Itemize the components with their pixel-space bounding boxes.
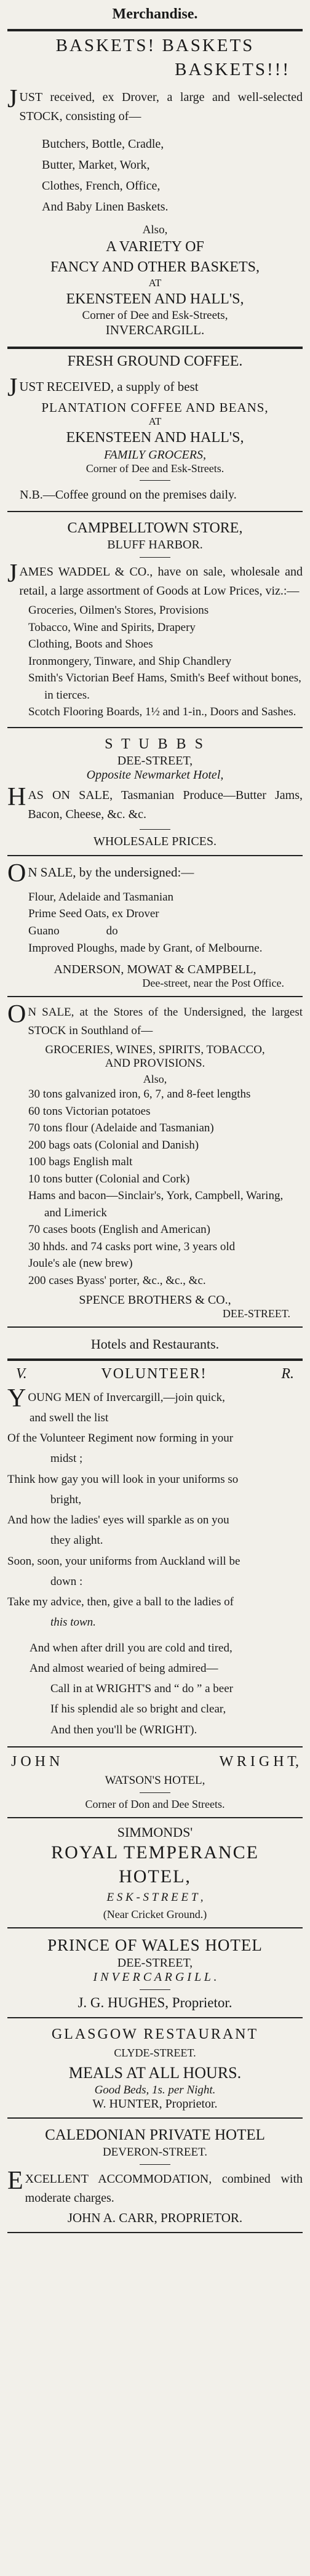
simmonds-near: (Near Cricket Ground.): [103, 1908, 207, 1920]
volunteer-title: VOLUNTEER!: [101, 1365, 207, 1382]
ad-prince: [7, 1935, 303, 2011]
list-item: Groceries, Oilmen's Stores, Provisions: [28, 604, 209, 617]
wright-address: Corner of Don and Dee Streets.: [85, 1797, 225, 1810]
list-item: Butter, Market, Work,: [42, 158, 150, 172]
list-item: Tobacco, Wine and Spirits, Drapery: [28, 620, 196, 634]
list-item: Hams and bacon—Sinclair's, York, Campbell, Waring, and Limerick: [28, 1189, 284, 1219]
ad-caledonian: [7, 2125, 303, 2226]
stubbs-text: HAS ON SALE, Tasmanian Produce—Butter Jams, Bacon, Cheese, &c. &c.: [7, 783, 303, 822]
divider: [7, 511, 303, 512]
onsale2-firm: SPENCE BROTHERS & CO.,: [79, 1293, 231, 1307]
campbelltown-title: CAMPBELLTOWN STORE,: [67, 520, 243, 536]
stubbs-street: DEE-STREET,: [117, 754, 193, 768]
coffee-firm: EKENSTEEN AND HALL'S,: [66, 430, 244, 446]
simmonds-name: SIMMONDS': [117, 1824, 193, 1840]
list-item: Joule's ale (new brew): [28, 1257, 133, 1270]
coffee-nb: N.B.—Coffee ground on the premises daily.: [20, 488, 237, 502]
divider: [7, 2232, 303, 2233]
simmonds-line-1: ROYAL TEMPERANCE: [51, 1842, 259, 1863]
list-item: 10 tons butter (Colonial and Cork): [28, 1172, 190, 1186]
stubbs-title: S T U B B S: [105, 736, 205, 752]
baskets-variety-1: A VARIETY OF: [106, 239, 204, 255]
verse-line: And then you'll be (WRIGHT).: [50, 1723, 197, 1736]
campbelltown-intro: JAMES WADDEL & CO., have on sale, wholesale and retail, a large assortment of Goods at Low Prices, viz.:—: [7, 560, 303, 598]
divider: [7, 347, 303, 349]
onsale2-intro: ON SALE, at the Stores of the Undersigned, the largest STOCK in Southland of—: [7, 1000, 303, 1037]
ad-stubbs: [7, 734, 303, 849]
list-item: Flour, Adelaide and Tasmanian: [28, 890, 174, 904]
divider: [7, 2017, 303, 2018]
section-heading-merchandise: Merchandise.: [112, 6, 198, 22]
coffee-line-2: PLANTATION COFFEE AND BEANS,: [41, 400, 269, 415]
list-item: 30 tons galvanized iron, 6, 7, and 8-feet lengths: [28, 1088, 251, 1101]
verse-line: down :: [50, 1575, 83, 1588]
divider: [7, 2117, 303, 2119]
baskets-firm: EKENSTEEN AND HALL'S,: [66, 291, 244, 308]
divider: [7, 1746, 303, 1747]
onsale2-also: Also,: [143, 1073, 167, 1085]
glasgow-street: CLYDE-STREET.: [114, 2047, 196, 2060]
volunteer-right: R.: [281, 1365, 294, 1382]
coffee-at: AT: [148, 415, 162, 428]
divider: [140, 480, 170, 481]
verse-line: If his splendid ale so bright and clear,: [50, 1703, 226, 1716]
verse-line: and swell the list: [30, 1411, 109, 1424]
glasgow-meals: MEALS AT ALL HOURS.: [68, 2064, 242, 2082]
verse-line: Take my advice, then, give a ball to the ladies of: [7, 1595, 234, 1609]
list-item: Smith's Victorian Beef Hams, Smith's Beef without bones, in tierces.: [28, 672, 301, 702]
glasgow-owner: W. HUNTER, Proprietor.: [92, 2097, 218, 2111]
volunteer-left: V.: [16, 1365, 27, 1382]
wright-hotel: WATSON'S HOTEL,: [105, 1773, 205, 1787]
list-item: Guano do: [28, 925, 118, 938]
onsale1-address: Dee-street, near the Post Office.: [142, 977, 284, 990]
baskets-also: Also,: [142, 223, 168, 237]
ad-coffee: [7, 351, 303, 504]
baskets-at: AT: [148, 277, 162, 289]
ad-wright: [7, 1754, 303, 1811]
list-item: Butchers, Bottle, Cradle,: [42, 137, 164, 151]
onsale2-headline-1: GROCERIES, WINES, SPIRITS, TOBACCO,: [45, 1043, 265, 1056]
coffee-address: Corner of Dee and Esk-Streets.: [85, 462, 225, 475]
verse-line: Call in at WRIGHT'S and “ do ” a beer: [50, 1682, 233, 1696]
list-item: 200 cases Byass' porter, &c., &c., &c.: [28, 1274, 206, 1288]
divider: [7, 855, 303, 856]
prince-street: DEE-STREET,: [117, 1956, 193, 1970]
baskets-intro: JUST received, ex Drover, a large and well-selected STOCK, consisting of—: [7, 85, 303, 124]
list-item: Ironmongery, Tinware, and Ship Chandlery: [28, 654, 232, 668]
divider: [7, 1326, 303, 1328]
simmonds-line-2: HOTEL,: [119, 1866, 191, 1887]
verse-line: this town.: [50, 1616, 96, 1629]
wright-title-2: W R I G H T,: [219, 1753, 299, 1770]
baskets-variety-2: FANCY AND OTHER BASKETS,: [50, 259, 260, 275]
baskets-town: INVERCARGILL.: [105, 323, 205, 338]
baskets-title-1: BASKETS! BASKETS: [55, 36, 255, 55]
glasgow-title: GLASGOW RESTAURANT: [51, 2026, 259, 2042]
verse-line: Of the Volunteer Regiment now forming in your: [7, 1432, 234, 1445]
list-item: Scotch Flooring Boards, 1½ and 1-in., Doors and Sashes.: [28, 705, 296, 719]
ad-glasgow: [7, 2024, 303, 2111]
stubbs-opposite: Opposite Newmarket Hotel,: [86, 768, 224, 782]
wright-title-1: J O H N: [11, 1753, 60, 1770]
coffee-title: FRESH GROUND COFFEE.: [67, 353, 243, 370]
campbelltown-subtitle: BLUFF HARBOR.: [107, 538, 203, 552]
section-heading-hotels: Hotels and Restaurants.: [90, 1336, 220, 1352]
divider: [140, 1989, 170, 1990]
ad-simmonds: [7, 1824, 303, 1921]
stubbs-footer: WHOLESALE PRICES.: [93, 835, 217, 849]
divider: [7, 727, 303, 728]
divider: [140, 2164, 170, 2165]
onsale1-intro: ON SALE, by the undersigned:—: [7, 859, 194, 888]
ad-campbelltown: [7, 518, 303, 721]
divider: [7, 1358, 303, 1361]
verse-line: And almost wearied of being admired—: [30, 1661, 218, 1675]
glasgow-beds: Good Beds, 1s. per Night.: [94, 2084, 216, 2097]
caledonian-street: DEVERON-STREET.: [102, 2146, 208, 2159]
list-item: Clothing, Boots and Shoes: [28, 638, 153, 651]
list-item: Clothes, French, Office,: [42, 179, 161, 193]
divider: [140, 557, 170, 558]
simmonds-street: E S K - S T R E E T ,: [106, 1890, 204, 1904]
list-item: 100 bags English malt: [28, 1155, 133, 1169]
verse-line: midst ;: [50, 1452, 83, 1466]
list-item: Improved Ploughs, made by Grant, of Melbourne.: [28, 941, 263, 955]
ad-spence: [7, 1000, 303, 1320]
divider: [140, 1792, 170, 1793]
list-item: Prime Seed Oats, ex Drover: [28, 907, 159, 921]
divider: [140, 829, 170, 830]
list-item: 60 tons Victorian potatoes: [28, 1104, 151, 1118]
list-item: 30 hhds. and 74 casks port wine, 3 years old: [28, 1240, 236, 1253]
verse-line: YOUNG MEN of Invercargill,—join quick,: [7, 1384, 225, 1413]
list-item: And Baby Linen Baskets.: [42, 200, 169, 214]
divider: [7, 1927, 303, 1928]
verse-line: And how the ladies' eyes will sparkle as on you: [7, 1514, 229, 1527]
divider: [7, 996, 303, 997]
baskets-title-2: BASKETS!!!: [175, 60, 290, 80]
list-item: 70 tons flour (Adelaide and Tasmanian): [28, 1121, 214, 1135]
onsale1-firm: ANDERSON, MOWAT & CAMPBELL,: [54, 963, 256, 977]
coffee-grocers: FAMILY GROCERS,: [104, 447, 206, 462]
verse-line: they alight.: [50, 1534, 103, 1547]
prince-owner: J. G. HUGHES, Proprietor.: [78, 1994, 232, 2010]
onsale2-street: DEE-STREET.: [222, 1307, 290, 1320]
onsale2-headline-2: AND PROVISIONS.: [105, 1057, 205, 1070]
prince-title: PRINCE OF WALES HOTEL: [47, 1935, 263, 1954]
caledonian-title: CALEDONIAN PRIVATE HOTEL: [45, 2127, 265, 2144]
divider: [7, 29, 303, 31]
list-item: 70 cases boots (English and American): [28, 1223, 211, 1237]
verse-line: Think how gay you will look in your uniforms so: [7, 1472, 239, 1486]
divider: [7, 1817, 303, 1818]
prince-town: I N V E R C A R G I L L .: [93, 1970, 217, 1984]
ad-anderson: [7, 859, 303, 990]
ad-volunteer: [7, 1363, 303, 1740]
caledonian-text: EXCELLENT ACCOMMODATION, combined with moderate charges.: [7, 2167, 303, 2205]
ad-baskets: [7, 34, 303, 338]
verse-line: And when after drill you are cold and tired,: [30, 1641, 232, 1655]
caledonian-owner: JOHN A. CARR, PROPRIETOR.: [67, 2210, 243, 2226]
verse-line: bright,: [50, 1493, 82, 1506]
verse-line: Soon, soon, your uniforms from Auckland will be: [7, 1554, 240, 1568]
list-item: 200 bags oats (Colonial and Danish): [28, 1138, 199, 1152]
baskets-address: Corner of Dee and Esk-Streets,: [82, 309, 228, 323]
coffee-intro: JUST RECEIVED, a supply of best: [7, 373, 199, 402]
